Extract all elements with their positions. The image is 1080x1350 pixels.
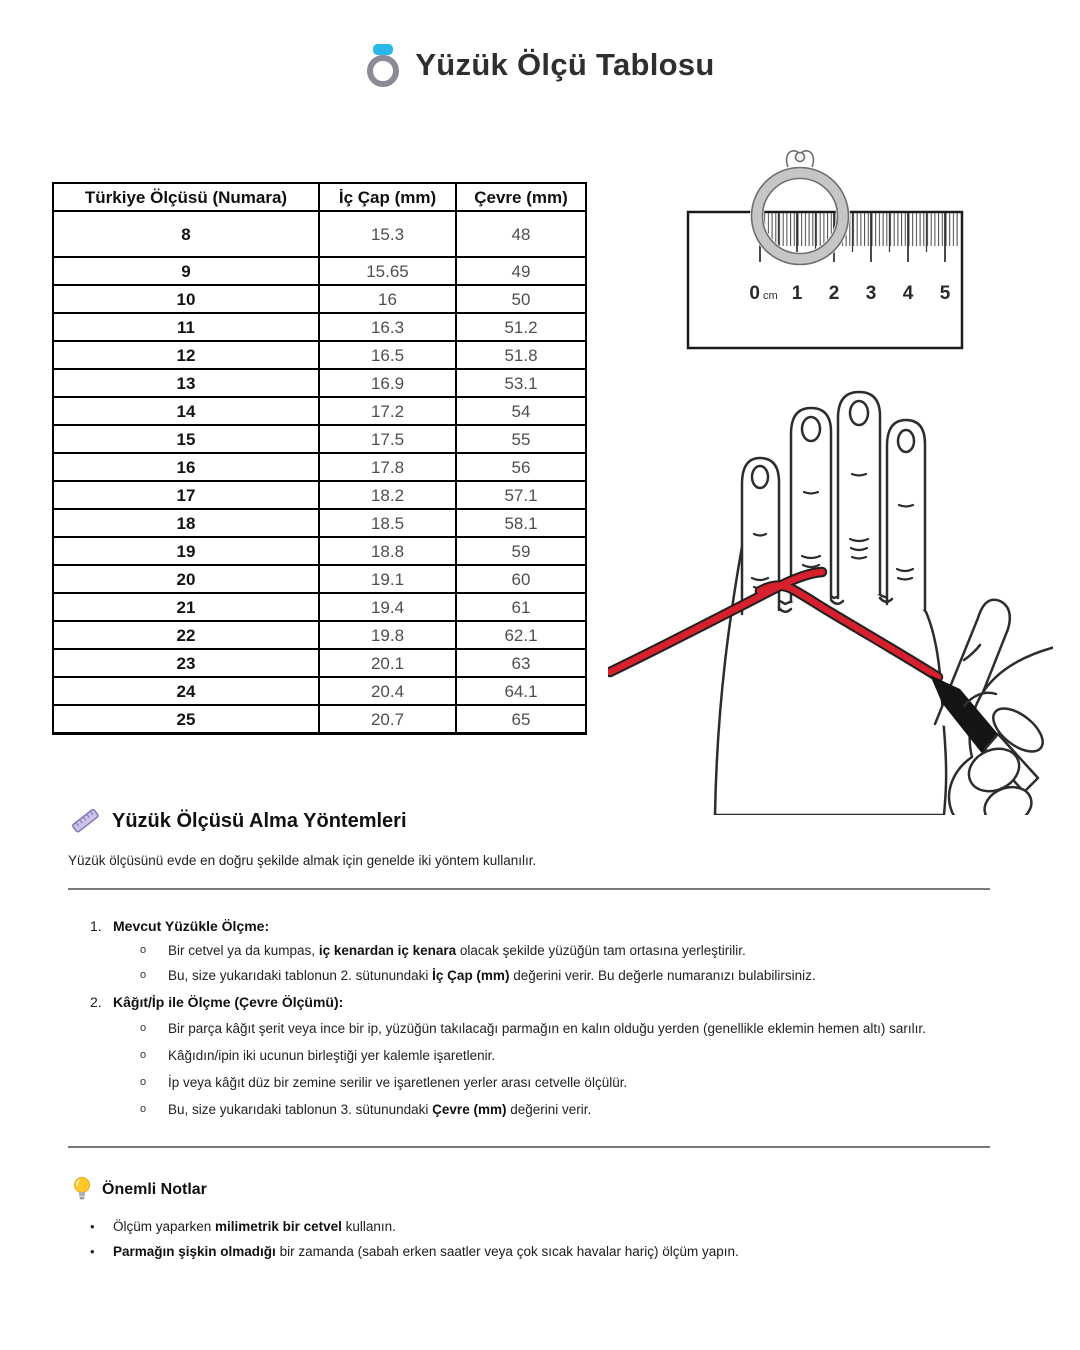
bullet-marker: • bbox=[90, 1244, 95, 1259]
section-title: Önemli Notlar bbox=[102, 1180, 207, 1198]
ruler-icon bbox=[70, 806, 100, 836]
ruler-label-1: 1 bbox=[791, 283, 803, 304]
list-item: o Bir parça kâğıt şerit veya ince bir ip, yüzüğün takılacağı parmağın en kalın olduğu yerden (genellikle eklemin hemen altı) sarılır. bbox=[140, 1021, 926, 1036]
table-row: 13 16.9 53.1 bbox=[53, 369, 586, 397]
list-item: • Ölçüm yaparken milimetrik bir cetvel kullanın. bbox=[90, 1219, 396, 1234]
ruler-label-4: 4 bbox=[902, 283, 914, 304]
list-item: o Bu, size yukarıdaki tablonun 3. sütunundaki Çevre (mm) değerini verir. bbox=[140, 1102, 592, 1117]
divider bbox=[68, 1146, 990, 1148]
ruler-label-3: 3 bbox=[865, 283, 877, 304]
ruler-label-2: 2 bbox=[828, 283, 840, 304]
table-row: 14 17.2 54 bbox=[53, 397, 586, 425]
page-title: Yüzük Ölçü Tablosu bbox=[415, 47, 715, 82]
table-row: 10 16 50 bbox=[53, 285, 586, 313]
table-row: 20 19.1 60 bbox=[53, 565, 586, 593]
lightbulb-icon bbox=[72, 1176, 92, 1203]
table-row: 18 18.5 58.1 bbox=[53, 509, 586, 537]
bullet-marker: o bbox=[140, 1049, 147, 1061]
list-item: o Kâğıdın/ipin iki ucunun birleştiği yer kalemle işaretlenir. bbox=[140, 1048, 496, 1063]
list-item: o Bir cetvel ya da kumpas, iç kenardan iç kenara olacak şekilde yüzüğün tam ortasına yerleştirilir. bbox=[140, 943, 746, 958]
bullet-marker: o bbox=[140, 969, 147, 981]
methods-heading bbox=[70, 806, 407, 836]
list-item: o Bu, size yukarıdaki tablonun 2. sütunundaki İç Çap (mm) değerini verir. Bu değerle numaranızı bulabilirsiniz. bbox=[140, 968, 816, 983]
method-item-1 bbox=[90, 918, 1030, 984]
bullet-marker: o bbox=[140, 1022, 147, 1034]
ruler-unit: cm bbox=[763, 290, 778, 302]
table-row: 11 16.3 51.2 bbox=[53, 313, 586, 341]
divider bbox=[68, 888, 990, 890]
ruler-mm-ticks bbox=[760, 213, 960, 246]
methods-intro: Yüzük ölçüsünü evde en doğru şekilde almak için genelde iki yöntem kullanılır. bbox=[68, 853, 537, 868]
list-item: • Parmağın şişkin olmadığı bir zamanda (sabah erken saatler veya çok sıcak havalar hariç) ölçüm yapın. bbox=[90, 1244, 739, 1259]
notes-heading bbox=[72, 1176, 207, 1203]
ruler-ring-illustration bbox=[686, 140, 966, 352]
notes-list bbox=[90, 1218, 1020, 1260]
table-row: 12 16.5 51.8 bbox=[53, 341, 586, 369]
bullet-marker: o bbox=[140, 1076, 147, 1088]
list-number: 2. bbox=[90, 994, 102, 1010]
table-row: 15 17.5 55 bbox=[53, 425, 586, 453]
hand-measuring-illustration bbox=[608, 372, 1053, 815]
hand-string-figure bbox=[608, 372, 1053, 820]
ruler-label-5: 5 bbox=[939, 283, 951, 304]
table-row: 23 20.1 63 bbox=[53, 649, 586, 677]
table-row: 19 18.8 59 bbox=[53, 537, 586, 565]
column-header: İç Çap (mm) bbox=[319, 183, 456, 211]
method-item-2 bbox=[90, 994, 1030, 1118]
column-header: Türkiye Ölçüsü (Numara) bbox=[53, 183, 319, 211]
ring-on-ruler-figure bbox=[686, 140, 966, 357]
list-number: 1. bbox=[90, 918, 102, 934]
ring-icon bbox=[365, 42, 401, 88]
table-row: 24 20.4 64.1 bbox=[53, 677, 586, 705]
column-header: Çevre (mm) bbox=[456, 183, 586, 211]
ring-setting bbox=[787, 151, 814, 167]
table-row: 16 17.8 56 bbox=[53, 453, 586, 481]
ring-size-table-wrap bbox=[52, 182, 587, 735]
table-header-row bbox=[53, 183, 586, 211]
section-title: Yüzük Ölçüsü Alma Yöntemleri bbox=[112, 809, 407, 832]
method-item-heading: 2. Kâğıt/İp ile Ölçme (Çevre Ölçümü): bbox=[90, 994, 344, 1010]
ring-size-table bbox=[52, 182, 587, 735]
method-item-heading: 1. Mevcut Yüzükle Ölçme: bbox=[90, 918, 270, 934]
table-row: 17 18.2 57.1 bbox=[53, 481, 586, 509]
ruler-label-0: 0 bbox=[749, 283, 760, 304]
table-row: 22 19.8 62.1 bbox=[53, 621, 586, 649]
list-item: o İp veya kâğıt düz bir zemine serilir ve işaretlenen yerler arası cetvelle ölçülür. bbox=[140, 1075, 628, 1090]
table-row: 9 15.65 49 bbox=[53, 257, 586, 285]
page-header bbox=[0, 42, 1080, 88]
table-row: 25 20.7 65 bbox=[53, 705, 586, 734]
table-row: 8 15.3 48 bbox=[53, 211, 586, 257]
table-row: 21 19.4 61 bbox=[53, 593, 586, 621]
bullet-marker: o bbox=[140, 1103, 147, 1115]
bullet-marker: o bbox=[140, 944, 147, 956]
bullet-marker: • bbox=[90, 1219, 95, 1234]
